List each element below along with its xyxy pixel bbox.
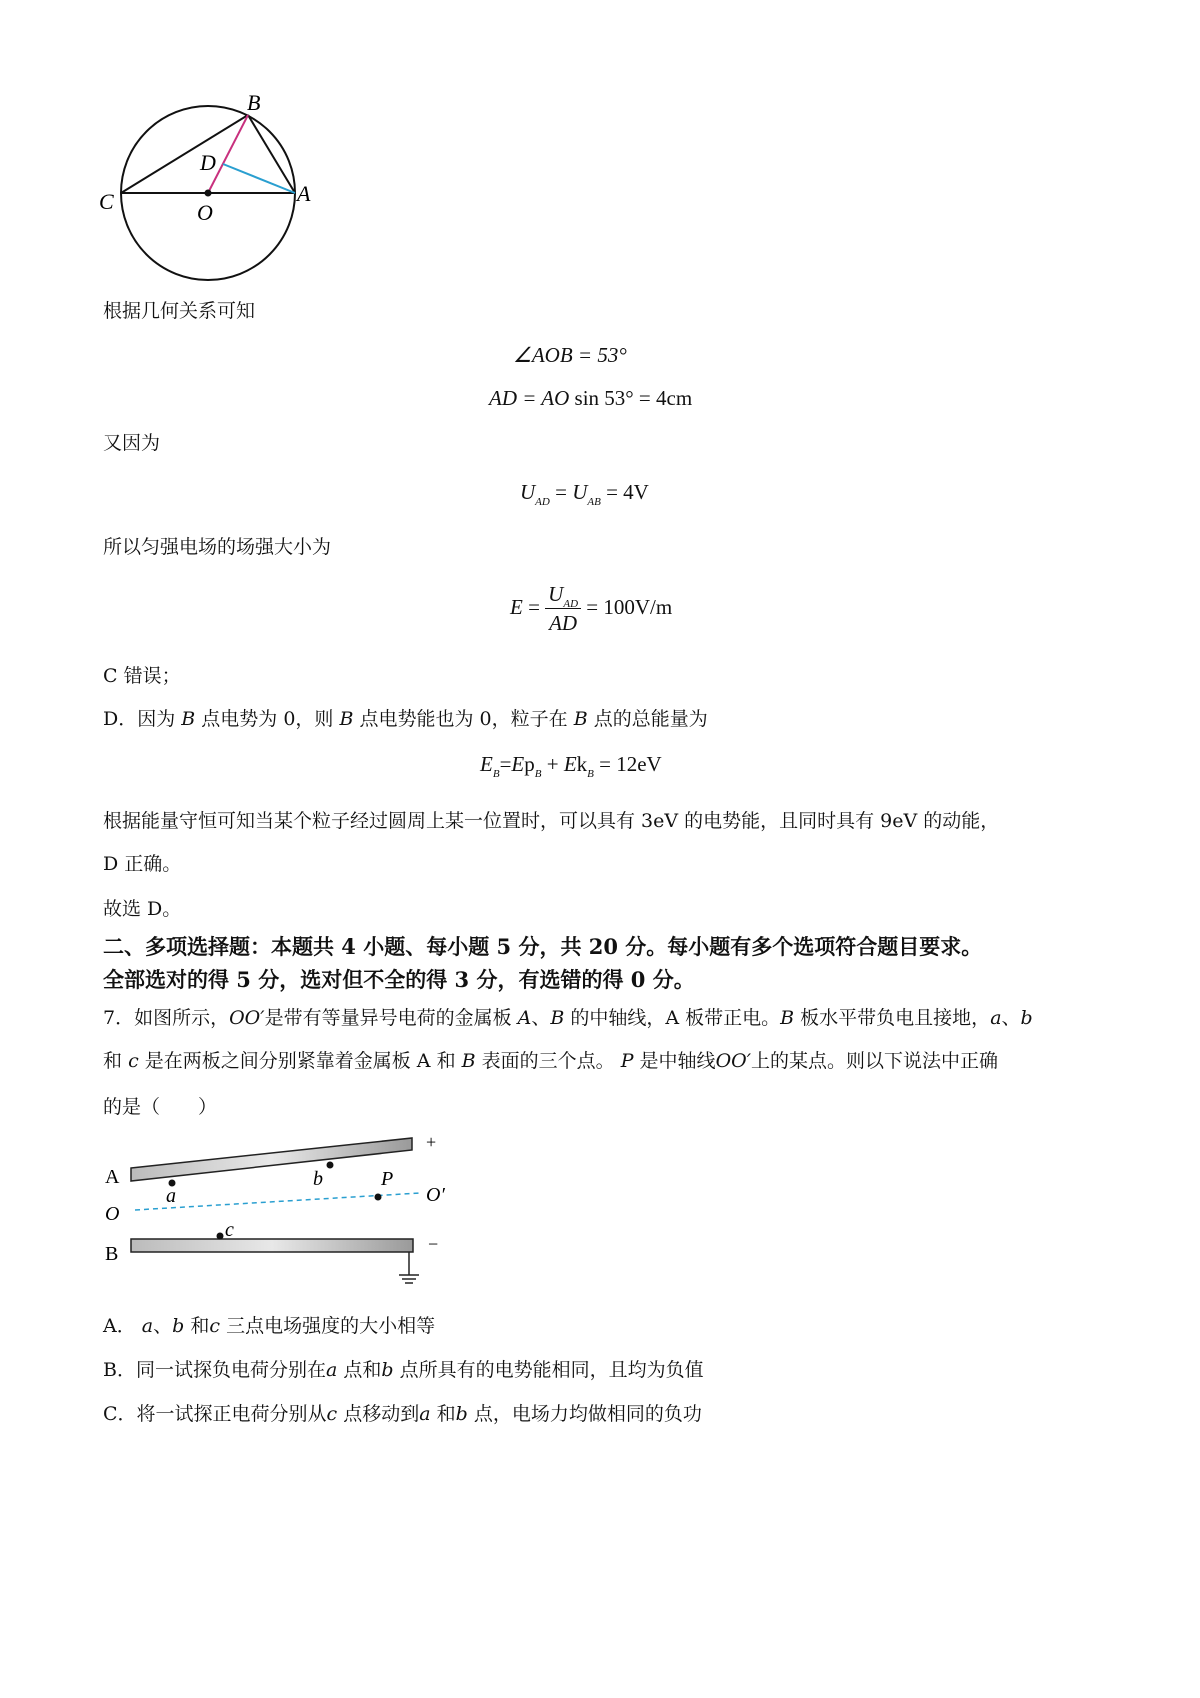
d-explanation: D．因为 B 点电势为 0，则 B 点电势能也为 0，粒子在 B 点的总能量为 bbox=[103, 708, 708, 730]
label-point-p: P bbox=[381, 1168, 394, 1190]
equation-field: E = $\frac{U_{AD}}{AD}$ = 100V/m bbox=[510, 582, 673, 635]
equation-energy-rhs: = 12eV bbox=[599, 752, 662, 776]
label-point-a: a bbox=[166, 1185, 176, 1207]
point-c bbox=[217, 1233, 224, 1240]
question7-line3: 的是（ ） bbox=[103, 1096, 218, 1118]
label-b: B bbox=[247, 90, 261, 115]
point-p bbox=[375, 1194, 382, 1201]
label-point-c: c bbox=[225, 1219, 234, 1241]
question7-line1: 7．如图所示，OO′是带有等量异号电荷的金属板 A、B 的中轴线，A 板带正电。B 板水平带负电且接地，a、b bbox=[103, 1007, 1033, 1029]
plate-a bbox=[131, 1138, 412, 1181]
equation-energy: $E_B=Ep_B + Ek_B = 12eV$ bbox=[480, 752, 662, 780]
again-because: 又因为 bbox=[103, 432, 161, 454]
equation-voltage: $U_{AD} = U_{AB} = 4V$ bbox=[520, 480, 649, 508]
section-heading-1: 二、多项选择题：本题共 4 小题、每小题 5 分，共 20 分。每小题有多个选项符合题目要求。 bbox=[103, 934, 983, 959]
segment-ad bbox=[223, 164, 295, 193]
label-plus: + bbox=[426, 1132, 437, 1152]
center-point-o bbox=[205, 190, 212, 197]
c-wrong: C 错误； bbox=[103, 665, 181, 687]
label-o: O bbox=[105, 1203, 120, 1225]
circle-figure bbox=[95, 85, 335, 290]
so-field-strength: 所以匀强电场的场强大小为 bbox=[103, 536, 332, 558]
label-o: O bbox=[197, 200, 213, 225]
label-plate-b: B bbox=[105, 1243, 119, 1265]
option-a: A． a、b 和c 三点电场强度的大小相等 bbox=[103, 1315, 436, 1337]
plates-figure bbox=[95, 1128, 455, 1303]
fraction-uad-ad: $\frac{U_{AD}}{AD}$ bbox=[545, 582, 581, 636]
point-b bbox=[327, 1162, 334, 1169]
label-plate-a: A bbox=[105, 1166, 120, 1188]
label-c: C bbox=[99, 189, 114, 214]
energy-conservation-2: D 正确。 bbox=[103, 853, 182, 875]
section-heading-2: 全部选对的得 5 分，选对但不全的得 3 分，有选错的得 0 分。 bbox=[103, 967, 695, 992]
question7-line2: 和 c 是在两板之间分别紧靠着金属板 A 和 B 表面的三个点。 P 是中轴线OO′上的某点。则以下说法中正确 bbox=[103, 1050, 999, 1072]
equation-ad-lhs: AD = AO bbox=[489, 386, 570, 410]
choose-d: 故选 D。 bbox=[103, 898, 182, 920]
equation-angle-aob: ∠AOB = 53° bbox=[513, 343, 627, 367]
equation-field-rhs: = 100V/m bbox=[586, 594, 673, 619]
label-minus: − bbox=[428, 1234, 439, 1254]
energy-conservation-1: 根据能量守恒可知当某个粒子经过圆周上某一位置时，可以具有 3eV 的电势能，且同时具有 9eV 的动能， bbox=[103, 810, 1000, 832]
option-c: C．将一试探正电荷分别从c 点移动到a 和b 点，电场力均做相同的负功 bbox=[103, 1403, 702, 1425]
option-b: B．同一试探负电荷分别在a 点和b 点所具有的电势能相同，且均为负值 bbox=[103, 1359, 704, 1381]
geom-intro: 根据几何关系可知 bbox=[103, 300, 256, 322]
label-a: A bbox=[297, 181, 311, 206]
equation-ad bbox=[489, 386, 692, 411]
label-d: D bbox=[200, 150, 216, 175]
equation-voltage-rhs: = 4V bbox=[606, 480, 649, 504]
plate-b bbox=[131, 1239, 413, 1252]
chord-ba bbox=[248, 115, 295, 193]
label-point-b: b bbox=[313, 1168, 323, 1190]
label-o-prime: O′ bbox=[426, 1184, 445, 1206]
equation-ad-rhs: sin 53° = 4cm bbox=[574, 386, 693, 410]
